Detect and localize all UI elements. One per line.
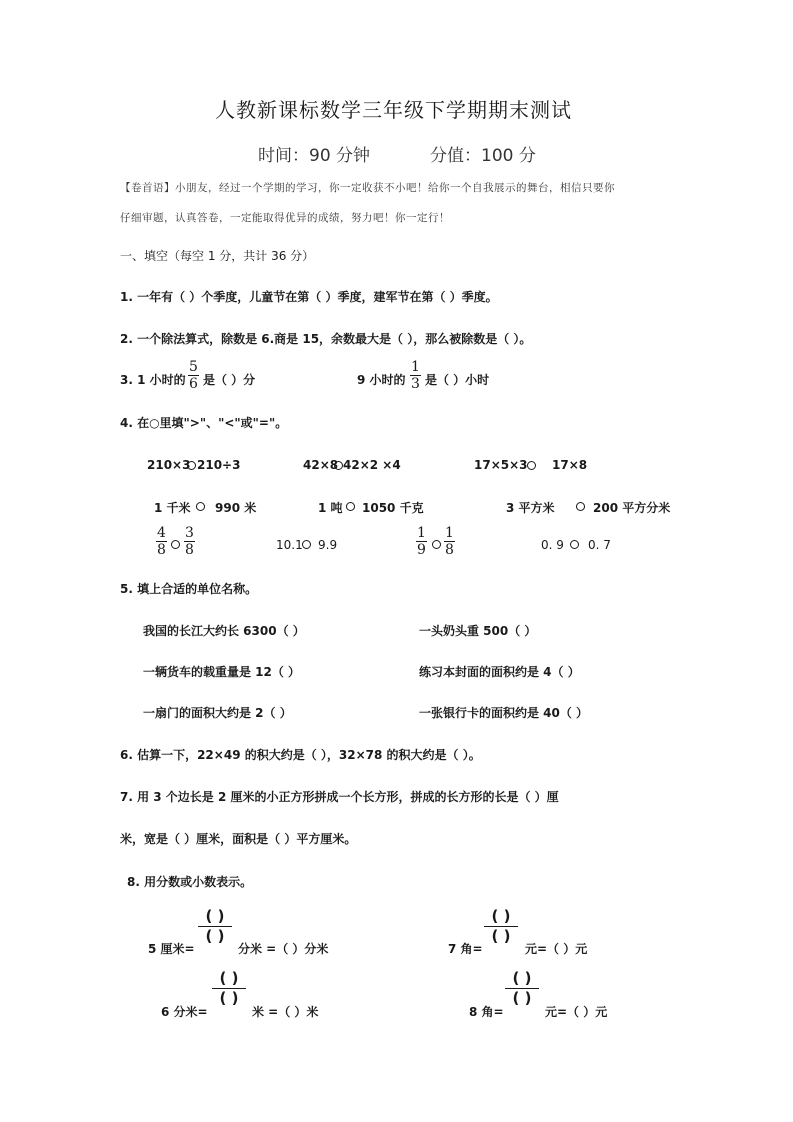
q4-expr: 9.9 [318,538,338,552]
intro-line-1: 【卷首语】小朋友，经过一个学期的学习，你一定收获不小吧！给你一个自我展示的舞台，相信只要你 [120,182,615,194]
exam-time: 时间：90 分钟 [258,146,371,166]
q4-expr: 3 平方米 [506,501,555,515]
q5-item: 一头奶头重 500（ ） [419,624,537,638]
compare-circle[interactable] [196,502,205,511]
intro-line-2: 仔细审题，认真答卷，一定能取得优异的成绩，努力吧！你一定行！ [120,212,450,224]
q4-expr: 210÷3 [197,458,241,472]
compare-circle[interactable] [346,502,355,511]
question-8-stem: 8. 用分数或小数表示。 [127,875,253,889]
q4-expr: 210×3 [147,458,191,472]
compare-circle[interactable] [432,540,441,549]
q3-b-prefix: 9 小时的 [357,373,406,387]
fraction [416,525,427,558]
q4-expr: 42×8 [303,458,339,472]
compare-circle[interactable] [171,540,180,549]
fraction [156,525,167,558]
compare-circle[interactable] [570,540,579,549]
compare-circle[interactable] [334,461,343,470]
q4-expr: 42×2 ×4 [343,458,401,472]
blank-numerator[interactable]: ( ) [491,907,511,925]
q4-expr: 200 平方分米 [593,501,671,515]
numerator: 1 [417,525,426,541]
q5-item: 一扇门的面积大约是 2（ ） [143,706,292,720]
compare-circle[interactable] [187,461,196,470]
numerator: 5 [189,359,198,375]
q5-item: 一辆货车的载重量是 12（ ） [143,665,301,679]
q4-expr: 1050 千克 [362,501,424,515]
q5-item: 我国的长江大约长 6300（ ） [143,624,305,638]
blank-fraction[interactable] [484,908,518,945]
numerator: 3 [185,525,194,541]
question-7-line-2: 米，宽是（ ）厘米，面积是（ ）平方厘米。 [120,832,357,846]
question-2: 2. 一个除法算式，除数是 6.商是 15，余数最大是（ ），那么被除数是（ ）。 [120,332,532,346]
numerator: 1 [411,359,420,375]
denominator: 9 [417,542,426,558]
blank-numerator[interactable]: ( ) [219,969,239,987]
denominator: 8 [445,542,454,558]
q8-prefix: 5 厘米= [148,942,195,956]
page-title: 人教新课标数学三年级下学期期末测试 [215,98,572,122]
q5-item: 练习本封面的面积约是 4（ ） [419,665,580,679]
q8-suffix: 分米 =（ ）分米 [238,942,329,956]
denominator: 8 [185,542,194,558]
compare-circle[interactable] [527,461,536,470]
q4-expr: 17×5×3 [474,458,528,472]
blank-denominator[interactable]: ( ) [512,989,532,1007]
compare-circle[interactable] [302,540,311,549]
blank-numerator[interactable]: ( ) [512,969,532,987]
q5-item: 一张银行卡的面积约是 40（ ） [419,706,589,720]
q3-b-suffix: 是（ ）小时 [425,373,490,387]
q8-suffix: 元=（ ）元 [545,1005,608,1019]
question-4-stem: 4. 在○里填">"、"<"或"="。 [120,416,288,430]
blank-denominator[interactable]: ( ) [491,927,511,945]
denominator: 8 [157,542,166,558]
denominator: 3 [411,376,420,392]
q4-expr: 0. 9 [541,538,564,552]
numerator: 4 [157,525,166,541]
fraction [188,359,199,392]
q8-prefix: 6 分米= [161,1005,208,1019]
q8-suffix: 元=（ ）元 [525,942,588,956]
fraction [444,525,455,558]
blank-fraction[interactable] [212,970,246,1007]
q8-prefix: 8 角= [469,1005,504,1019]
exam-score: 分值：100 分 [430,146,536,166]
blank-numerator[interactable]: ( ) [205,907,225,925]
q4-expr: 17×8 [552,458,588,472]
blank-denominator[interactable]: ( ) [219,989,239,1007]
compare-circle[interactable] [576,502,585,511]
question-6: 6. 估算一下，22×49 的积大约是（ ），32×78 的积大约是（ ）。 [120,748,481,762]
q4-expr: 1 吨 [318,501,343,515]
q4-expr: 0. 7 [588,538,611,552]
q4-expr: 1 千米 [154,501,191,515]
q8-suffix: 米 =（ ）米 [252,1005,319,1019]
numerator: 1 [445,525,454,541]
q8-prefix: 7 角= [448,942,483,956]
fraction [184,525,195,558]
q4-expr: 990 米 [215,501,257,515]
q4-expr: 10.1 [276,538,303,552]
question-1: 1. 一年有（ ）个季度，儿童节在第（ ）季度，建军节在第（ ）季度。 [120,290,498,304]
fraction [410,359,421,392]
section-heading: 一、填空（每空 1 分，共计 36 分） [120,249,315,263]
blank-fraction[interactable] [198,908,232,945]
blank-denominator[interactable]: ( ) [205,927,225,945]
question-7-line-1: 7. 用 3 个边长是 2 厘米的小正方形拼成一个长方形，拼成的长方形的长是（ ）厘 [120,790,559,804]
denominator: 6 [189,376,198,392]
question-5-stem: 5. 填上合适的单位名称。 [120,582,258,596]
q3-a-suffix: 是（ ）分 [203,373,256,387]
blank-fraction[interactable] [505,970,539,1007]
q3-a-prefix: 3. 1 小时的 [120,373,186,387]
